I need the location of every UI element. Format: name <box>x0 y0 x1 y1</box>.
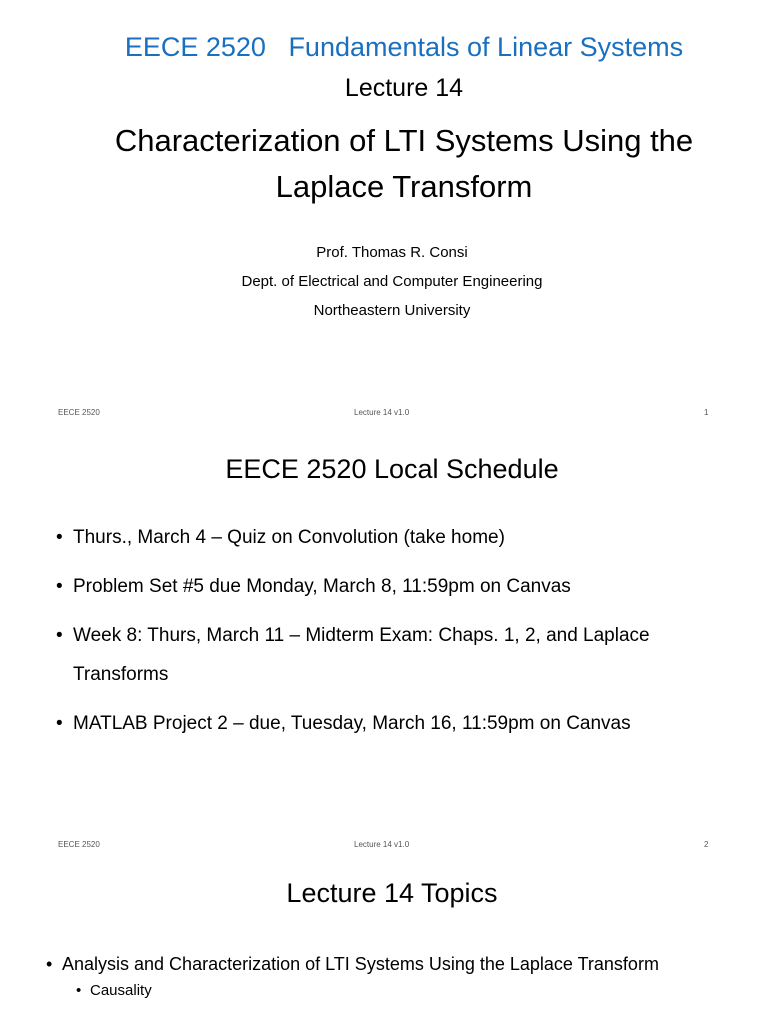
course-title: EECE 2520 Fundamentals of Linear Systems <box>124 32 684 62</box>
title-slide <box>0 0 768 430</box>
slide-title: EECE 2520 Local Schedule <box>225 454 559 484</box>
schedule-list <box>56 518 736 753</box>
footer-page-number: 1 <box>704 408 709 417</box>
footer-lecture: Lecture 14 v1.0 <box>354 408 410 417</box>
list-item: • Problem Set #5 due Monday, March 8, 11:59pm on Canvas <box>56 567 736 606</box>
lecture-title: Characterization of LTI Systems Using the Laplace Transform <box>114 123 694 204</box>
department: Dept. of Electrical and Computer Engineering <box>241 273 543 290</box>
footer-page-number: 2 <box>704 840 709 849</box>
author-block <box>0 238 768 325</box>
list-item: • Week 8: Thurs, March 11 – Midterm Exam: Chaps. 1, 2, and Laplace Transforms <box>56 616 736 694</box>
university: Northeastern University <box>313 302 471 319</box>
footer-course: EECE 2520 <box>58 840 100 849</box>
list-item <box>46 951 746 1003</box>
author-name: Prof. Thomas R. Consi <box>316 244 468 261</box>
topics-slide <box>0 860 768 1024</box>
footer-course: EECE 2520 <box>58 408 100 417</box>
subtopic-list <box>76 978 746 1003</box>
footer-lecture: Lecture 14 v1.0 <box>354 840 410 849</box>
lecture-number: Lecture 14 <box>344 74 464 102</box>
list-item: • MATLAB Project 2 – due, Tuesday, March 16, 11:59pm on Canvas <box>56 704 736 743</box>
topic-list <box>46 951 746 1003</box>
list-item: • Causality <box>76 978 746 1003</box>
slide-title: Lecture 14 Topics <box>286 878 498 908</box>
topic-text: Analysis and Characterization of LTI Systems Using the Laplace Transform <box>62 954 659 974</box>
schedule-slide <box>0 430 768 860</box>
list-item: • Thurs., March 4 – Quiz on Convolution (take home) <box>56 518 736 557</box>
